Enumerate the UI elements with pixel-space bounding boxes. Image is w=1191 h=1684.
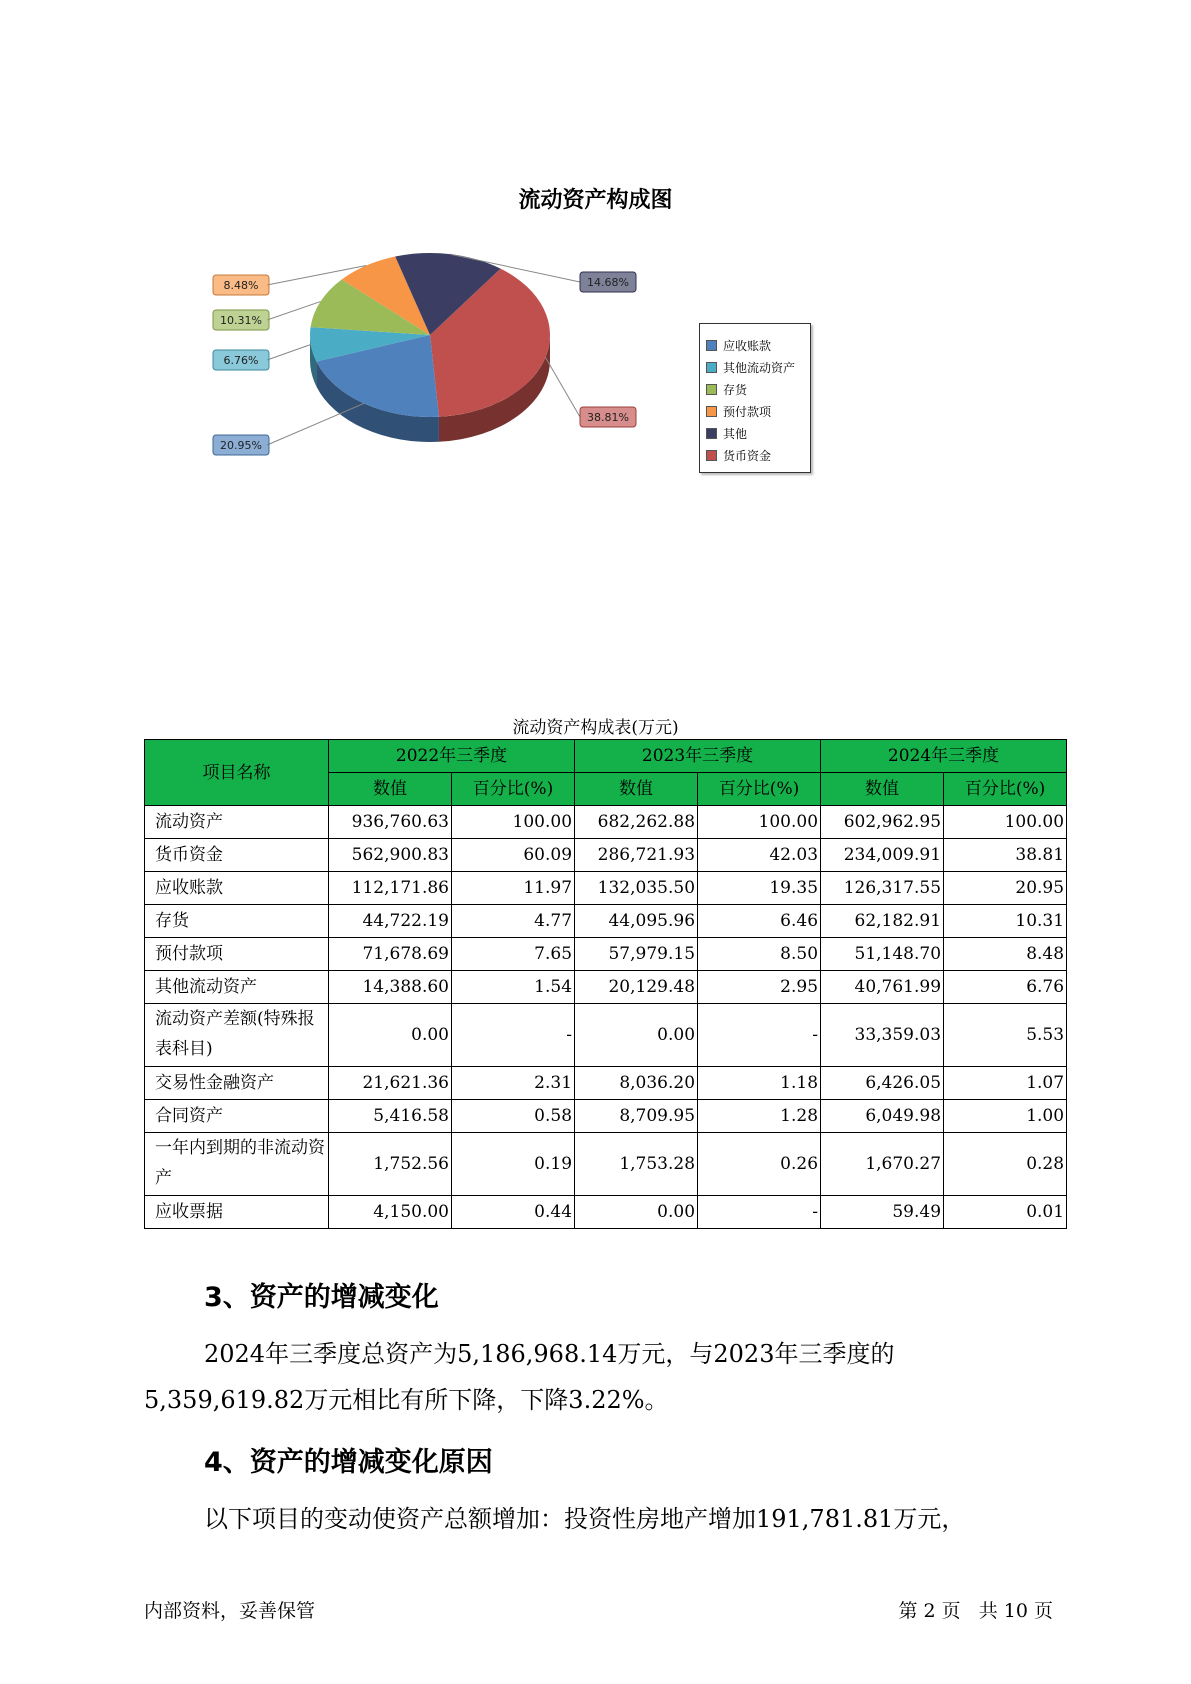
cell-percent: 0.01 xyxy=(944,1196,1067,1229)
row-name: 应收票据 xyxy=(145,1196,329,1229)
cell-percent: 6.76 xyxy=(944,971,1067,1004)
row-name: 流动资产差额(特殊报表科目) xyxy=(145,1004,329,1067)
current-assets-table xyxy=(144,739,1067,1229)
cell-value: 71,678.69 xyxy=(329,938,452,971)
row-name: 交易性金融资产 xyxy=(145,1067,329,1100)
cell-value: 44,095.96 xyxy=(575,905,698,938)
header-percent: 百分比(%) xyxy=(944,773,1067,806)
cell-value: 5,416.58 xyxy=(329,1100,452,1133)
cell-value: 132,035.50 xyxy=(575,872,698,905)
cell-percent: 20.95 xyxy=(944,872,1067,905)
row-name: 合同资产 xyxy=(145,1100,329,1133)
cell-value: 57,979.15 xyxy=(575,938,698,971)
legend-item xyxy=(706,378,804,400)
cell-value: 286,721.93 xyxy=(575,839,698,872)
cell-value: 0.00 xyxy=(329,1004,452,1067)
legend-swatch xyxy=(706,362,717,373)
cell-percent: 10.31 xyxy=(944,905,1067,938)
legend-item xyxy=(706,444,804,466)
table-row xyxy=(145,1067,1067,1100)
cell-value: 0.00 xyxy=(575,1004,698,1067)
cell-value: 6,049.98 xyxy=(821,1100,944,1133)
paragraph-line: 5,359,619.82万元相比有所下降，下降3.22%。 xyxy=(144,1386,669,1414)
cell-percent: 0.44 xyxy=(452,1196,575,1229)
header-value: 数值 xyxy=(821,773,944,806)
table-row xyxy=(145,839,1067,872)
leader-line xyxy=(267,345,311,360)
cell-value: 682,262.88 xyxy=(575,806,698,839)
cell-percent: 6.46 xyxy=(698,905,821,938)
cell-value: 1,752.56 xyxy=(329,1133,452,1196)
leader-line xyxy=(267,302,320,320)
legend-swatch xyxy=(706,428,717,439)
cell-percent: 8.48 xyxy=(944,938,1067,971)
chart-legend xyxy=(699,323,811,473)
cell-value: 0.00 xyxy=(575,1196,698,1229)
table-row xyxy=(145,872,1067,905)
cell-value: 6,426.05 xyxy=(821,1067,944,1100)
data-label: 10.31% xyxy=(220,314,262,327)
legend-swatch xyxy=(706,384,717,395)
header-percent: 百分比(%) xyxy=(698,773,821,806)
data-label: 20.95% xyxy=(220,439,262,452)
cell-value: 1,670.27 xyxy=(821,1133,944,1196)
legend-item xyxy=(706,356,804,378)
cell-percent: 42.03 xyxy=(698,839,821,872)
cell-value: 59.49 xyxy=(821,1196,944,1229)
data-label: 8.48% xyxy=(223,279,259,292)
cell-percent: 7.65 xyxy=(452,938,575,971)
legend-label: 其他流动资产 xyxy=(723,360,796,375)
cell-value: 234,009.91 xyxy=(821,839,944,872)
legend-label: 预付款项 xyxy=(723,404,772,419)
cell-percent: 5.53 xyxy=(944,1004,1067,1067)
cell-value: 8,036.20 xyxy=(575,1067,698,1100)
cell-percent: 8.50 xyxy=(698,938,821,971)
legend-label: 货币资金 xyxy=(723,448,772,463)
header-percent: 百分比(%) xyxy=(452,773,575,806)
cell-percent: 0.28 xyxy=(944,1133,1067,1196)
chart-title: 流动资产构成图 xyxy=(518,188,673,213)
legend-item xyxy=(706,334,804,356)
cell-percent: 11.97 xyxy=(452,872,575,905)
legend-item xyxy=(706,400,804,422)
cell-percent: 1.18 xyxy=(698,1067,821,1100)
data-label: 14.68% xyxy=(587,276,629,289)
table-row xyxy=(145,806,1067,839)
legend-label: 其他 xyxy=(723,426,748,441)
header-period: 2022年三季度 xyxy=(329,740,575,773)
cell-value: 4,150.00 xyxy=(329,1196,452,1229)
cell-value: 126,317.55 xyxy=(821,872,944,905)
cell-percent: 0.19 xyxy=(452,1133,575,1196)
cell-percent: 2.95 xyxy=(698,971,821,1004)
table-row xyxy=(145,938,1067,971)
row-name: 流动资产 xyxy=(145,806,329,839)
row-name: 存货 xyxy=(145,905,329,938)
cell-value: 14,388.60 xyxy=(329,971,452,1004)
data-label: 38.81% xyxy=(587,411,629,424)
paragraph-line: 以下项目的变动使资产总额增加：投资性房地产增加191,781.81万元， xyxy=(204,1505,966,1533)
cell-value: 602,962.95 xyxy=(821,806,944,839)
table-row xyxy=(145,1196,1067,1229)
cell-value: 936,760.63 xyxy=(329,806,452,839)
legend-swatch xyxy=(706,450,717,461)
footer-page-number: 第 2 页 共 10 页 xyxy=(898,1600,1053,1622)
section-heading: 3、资产的增减变化 xyxy=(204,1282,439,1313)
cell-percent: - xyxy=(698,1004,821,1067)
cell-percent: 4.77 xyxy=(452,905,575,938)
row-name: 预付款项 xyxy=(145,938,329,971)
paragraph-line: 2024年三季度总资产为5,186,968.14万元，与2023年三季度的 xyxy=(204,1340,895,1368)
cell-percent: 1.00 xyxy=(944,1100,1067,1133)
cell-percent: 2.31 xyxy=(452,1067,575,1100)
legend-swatch xyxy=(706,340,717,351)
legend-swatch xyxy=(706,406,717,417)
cell-percent: 100.00 xyxy=(698,806,821,839)
cell-percent: 100.00 xyxy=(452,806,575,839)
cell-percent: 0.58 xyxy=(452,1100,575,1133)
cell-percent: 100.00 xyxy=(944,806,1067,839)
section-heading: 4、资产的增减变化原因 xyxy=(204,1447,493,1478)
table-row xyxy=(145,1004,1067,1067)
row-name: 一年内到期的非流动资产 xyxy=(145,1133,329,1196)
cell-value: 20,129.48 xyxy=(575,971,698,1004)
header-value: 数值 xyxy=(329,773,452,806)
leader-line xyxy=(267,403,364,445)
cell-percent: 60.09 xyxy=(452,839,575,872)
legend-label: 存货 xyxy=(723,382,748,397)
table-caption: 流动资产构成表(万元) xyxy=(512,718,679,738)
cell-value: 62,182.91 xyxy=(821,905,944,938)
cell-percent: 0.26 xyxy=(698,1133,821,1196)
cell-percent: 38.81 xyxy=(944,839,1067,872)
row-name: 货币资金 xyxy=(145,839,329,872)
header-period: 2023年三季度 xyxy=(575,740,821,773)
cell-value: 21,621.36 xyxy=(329,1067,452,1100)
header-value: 数值 xyxy=(575,773,698,806)
cell-value: 112,171.86 xyxy=(329,872,452,905)
table-row xyxy=(145,971,1067,1004)
table-row xyxy=(145,905,1067,938)
cell-value: 51,148.70 xyxy=(821,938,944,971)
cell-value: 1,753.28 xyxy=(575,1133,698,1196)
row-name: 其他流动资产 xyxy=(145,971,329,1004)
table-row xyxy=(145,1100,1067,1133)
pie-chart xyxy=(180,245,680,485)
cell-value: 40,761.99 xyxy=(821,971,944,1004)
row-name: 应收账款 xyxy=(145,872,329,905)
cell-percent: 19.35 xyxy=(698,872,821,905)
cell-value: 562,900.83 xyxy=(329,839,452,872)
legend-label: 应收账款 xyxy=(723,338,772,353)
cell-percent: - xyxy=(698,1196,821,1229)
cell-percent: 1.28 xyxy=(698,1100,821,1133)
cell-percent: 1.07 xyxy=(944,1067,1067,1100)
header-period: 2024年三季度 xyxy=(821,740,1067,773)
table-row xyxy=(145,1133,1067,1196)
cell-value: 33,359.03 xyxy=(821,1004,944,1067)
cell-value: 8,709.95 xyxy=(575,1100,698,1133)
leader-line xyxy=(545,357,580,417)
cell-percent: 1.54 xyxy=(452,971,575,1004)
data-label: 6.76% xyxy=(223,354,259,367)
cell-percent: - xyxy=(452,1004,575,1067)
footer-confidential: 内部资料，妥善保管 xyxy=(144,1600,316,1622)
legend-item xyxy=(706,422,804,444)
cell-value: 44,722.19 xyxy=(329,905,452,938)
header-item-name: 项目名称 xyxy=(145,740,329,806)
